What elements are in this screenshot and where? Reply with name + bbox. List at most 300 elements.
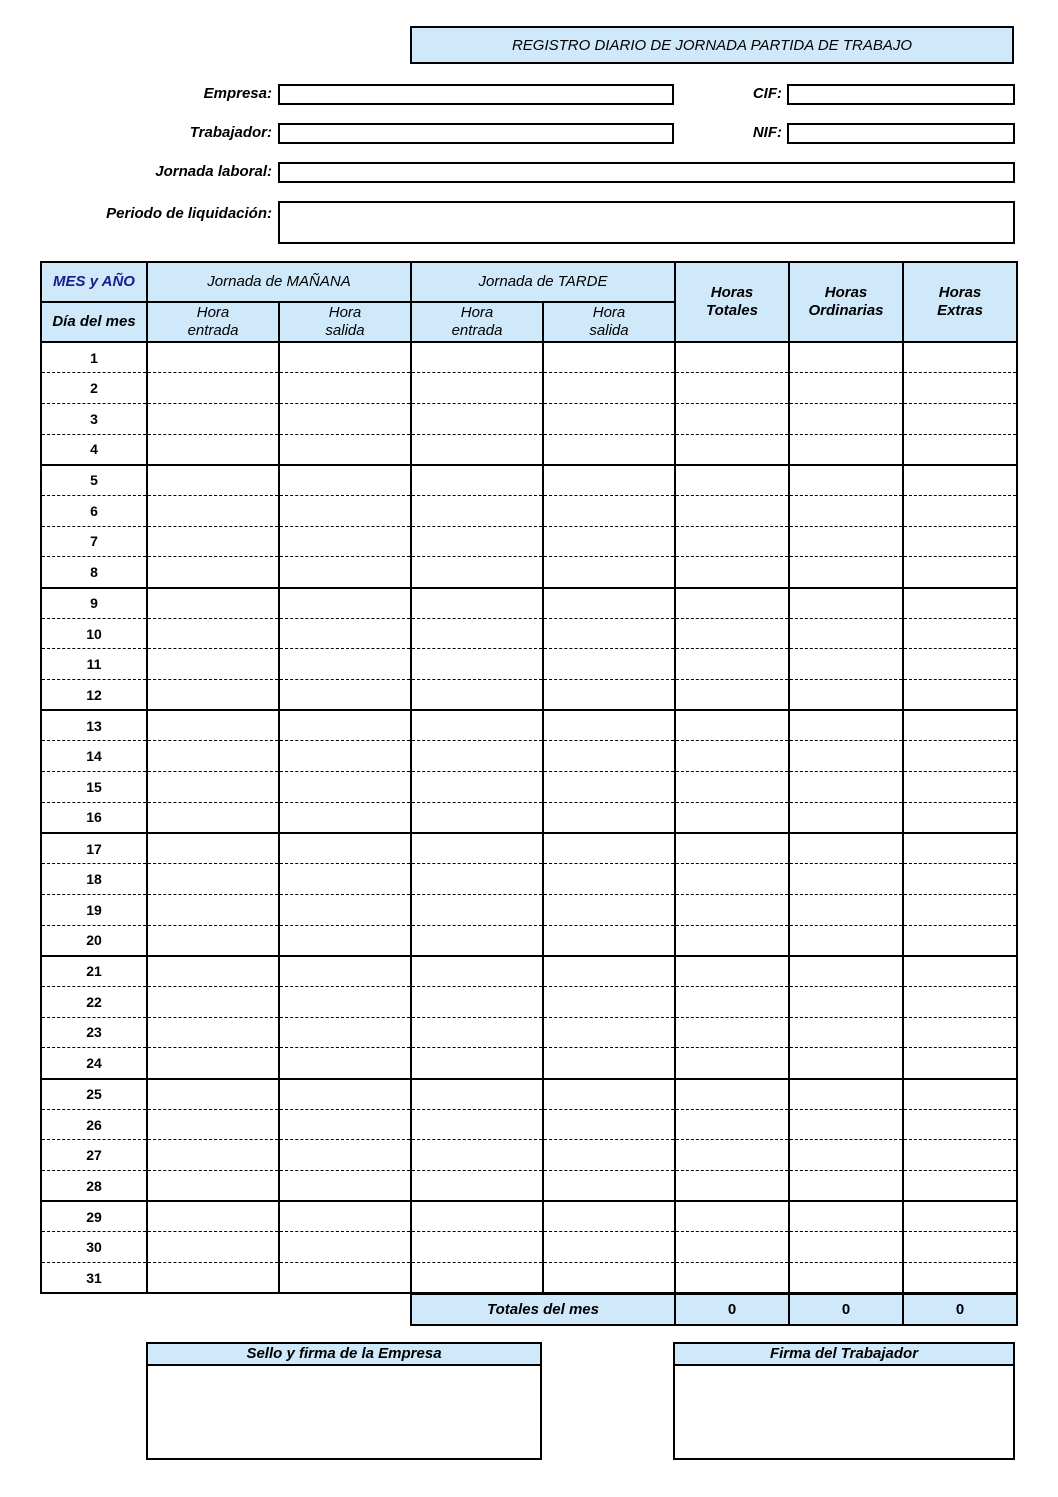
horas-totales-cell[interactable] (675, 1263, 789, 1294)
tarde-salida-cell[interactable] (543, 649, 675, 680)
manana-entrada-cell[interactable] (147, 526, 279, 557)
manana-entrada-cell[interactable] (147, 1079, 279, 1110)
table-row (41, 1109, 1017, 1140)
day-number: 22 (41, 986, 147, 1017)
manana-salida-cell[interactable] (279, 1017, 411, 1048)
horas-totales-cell[interactable] (675, 680, 789, 711)
tarde-salida-cell[interactable] (543, 894, 675, 925)
horas-totales-cell[interactable] (675, 465, 789, 496)
tarde-salida-cell[interactable] (543, 403, 675, 434)
tarde-entrada-cell[interactable] (411, 1109, 543, 1140)
manana-entrada-cell[interactable] (147, 710, 279, 741)
day-number: 24 (41, 1048, 147, 1079)
tarde-entrada-cell[interactable] (411, 495, 543, 526)
horas-extras-cell[interactable] (903, 649, 1017, 680)
manana-salida-cell[interactable] (279, 618, 411, 649)
tarde-salida-cell[interactable] (543, 1263, 675, 1294)
manana-salida-cell[interactable] (279, 1263, 411, 1294)
manana-salida-cell[interactable] (279, 465, 411, 496)
horas-ordinarias-cell[interactable] (789, 1017, 903, 1048)
horas-ordinarias-cell[interactable] (789, 526, 903, 557)
day-number: 26 (41, 1109, 147, 1140)
day-number: 13 (41, 710, 147, 741)
manana-header: Jornada de MAÑANA (147, 262, 411, 302)
manana-salida-cell[interactable] (279, 1079, 411, 1110)
jornada-label: Jornada laboral: (155, 163, 272, 180)
table-row (41, 649, 1017, 680)
manana-salida-cell[interactable] (279, 1140, 411, 1171)
manana-entrada-cell[interactable] (147, 1232, 279, 1263)
horas-ordinarias-cell[interactable] (789, 403, 903, 434)
tarde-salida-cell[interactable] (543, 1109, 675, 1140)
horas-extras-cell[interactable] (903, 710, 1017, 741)
tarde-salida-cell[interactable] (543, 434, 675, 465)
table-row (41, 1171, 1017, 1202)
tarde-entrada-cell[interactable] (411, 1048, 543, 1079)
tarde-salida-cell[interactable] (543, 864, 675, 895)
horas-totales-cell[interactable] (675, 588, 789, 619)
horas-extras-cell[interactable] (903, 986, 1017, 1017)
day-number: 28 (41, 1171, 147, 1202)
tarde-entrada-cell[interactable] (411, 986, 543, 1017)
horas-ordinarias-cell[interactable] (789, 1109, 903, 1140)
day-number: 23 (41, 1017, 147, 1048)
table-row (41, 802, 1017, 833)
table-row (41, 1079, 1017, 1110)
horas-extras-cell[interactable] (903, 403, 1017, 434)
tarde-entrada-l2: entrada (451, 322, 503, 339)
day-number: 7 (41, 526, 147, 557)
tarde-entrada-cell[interactable] (411, 1017, 543, 1048)
tarde-salida-cell[interactable] (543, 925, 675, 956)
tarde-entrada-cell[interactable] (411, 680, 543, 711)
tarde-salida-cell[interactable] (543, 495, 675, 526)
manana-entrada-cell[interactable] (147, 434, 279, 465)
tarde-salida-cell[interactable] (543, 557, 675, 588)
tarde-entrada-cell[interactable] (411, 342, 543, 373)
horas-extras-cell[interactable] (903, 526, 1017, 557)
horas-extras-cell[interactable] (903, 1048, 1017, 1079)
day-number: 10 (41, 618, 147, 649)
manana-salida-cell[interactable] (279, 925, 411, 956)
manana-salida-cell[interactable] (279, 342, 411, 373)
tarde-salida-l2: salida (589, 322, 629, 339)
tarde-entrada-cell[interactable] (411, 465, 543, 496)
tarde-salida-cell[interactable] (543, 1048, 675, 1079)
horas-totales-cell[interactable] (675, 557, 789, 588)
tarde-salida-cell[interactable] (543, 618, 675, 649)
manana-entrada-cell[interactable] (147, 1201, 279, 1232)
horas-ordinarias-cell[interactable] (789, 465, 903, 496)
manana-salida-cell[interactable] (279, 864, 411, 895)
tarde-entrada-cell[interactable] (411, 557, 543, 588)
horas-totales-cell[interactable] (675, 618, 789, 649)
manana-salida-cell[interactable] (279, 986, 411, 1017)
horas-ordinarias-cell[interactable] (789, 1201, 903, 1232)
tarde-salida-cell[interactable] (543, 1140, 675, 1171)
manana-entrada-cell[interactable] (147, 1017, 279, 1048)
day-number: 21 (41, 956, 147, 987)
horas-ordinarias-cell[interactable] (789, 373, 903, 404)
horas-extras-cell[interactable] (903, 495, 1017, 526)
horas-totales-l1: Horas (710, 284, 754, 301)
horas-totales-l2: Totales (706, 302, 758, 319)
manana-entrada-cell[interactable] (147, 925, 279, 956)
horas-totales-cell[interactable] (675, 1140, 789, 1171)
horas-totales-cell[interactable] (675, 864, 789, 895)
firma-trabajador-title: Firma del Trabajador (675, 1344, 1013, 1366)
tarde-entrada-cell[interactable] (411, 741, 543, 772)
horas-totales-cell[interactable] (675, 925, 789, 956)
manana-salida-cell[interactable] (279, 1171, 411, 1202)
manana-salida-cell[interactable] (279, 1232, 411, 1263)
manana-entrada-cell[interactable] (147, 1048, 279, 1079)
horas-ordinarias-cell[interactable] (789, 894, 903, 925)
table-row (41, 956, 1017, 987)
horas-extras-cell[interactable] (903, 1140, 1017, 1171)
horas-extras-cell[interactable] (903, 342, 1017, 373)
tarde-salida-cell[interactable] (543, 342, 675, 373)
manana-entrada-cell[interactable] (147, 1263, 279, 1294)
horas-totales-cell[interactable] (675, 741, 789, 772)
manana-entrada-cell[interactable] (147, 1109, 279, 1140)
horas-extras-cell[interactable] (903, 373, 1017, 404)
tarde-salida-cell[interactable] (543, 1171, 675, 1202)
manana-salida-cell[interactable] (279, 434, 411, 465)
manana-entrada-cell[interactable] (147, 956, 279, 987)
manana-entrada-cell[interactable] (147, 618, 279, 649)
tarde-salida-cell[interactable] (543, 986, 675, 1017)
horas-ordinarias-cell[interactable] (789, 1140, 903, 1171)
day-number: 18 (41, 864, 147, 895)
horas-ordinarias-cell[interactable] (789, 741, 903, 772)
horas-ordinarias-l2: Ordinarias (808, 302, 884, 319)
tarde-salida-cell[interactable] (543, 1201, 675, 1232)
horas-extras-cell[interactable] (903, 1079, 1017, 1110)
horas-extras-cell[interactable] (903, 894, 1017, 925)
horas-totales-cell[interactable] (675, 526, 789, 557)
horas-extras-cell[interactable] (903, 618, 1017, 649)
manana-entrada-l1: Hora (196, 304, 230, 321)
horas-totales-cell[interactable] (675, 833, 789, 864)
tarde-salida-cell[interactable] (543, 772, 675, 803)
tarde-salida-cell[interactable] (543, 710, 675, 741)
manana-salida-cell[interactable] (279, 1201, 411, 1232)
total-horas-ordinarias: 0 (789, 1294, 903, 1325)
day-number: 14 (41, 741, 147, 772)
manana-salida-cell[interactable] (279, 802, 411, 833)
horas-extras-cell[interactable] (903, 864, 1017, 895)
manana-entrada-cell[interactable] (147, 588, 279, 619)
horas-ordinarias-cell[interactable] (789, 649, 903, 680)
horas-ordinarias-cell[interactable] (789, 680, 903, 711)
manana-salida-cell[interactable] (279, 833, 411, 864)
horas-extras-cell[interactable] (903, 1017, 1017, 1048)
horas-totales-cell[interactable] (675, 403, 789, 434)
periodo-label: Periodo de liquidación: (106, 205, 272, 222)
table-row (41, 864, 1017, 895)
empresa-label: Empresa: (203, 85, 272, 102)
manana-salida-cell[interactable] (279, 894, 411, 925)
horas-extras-cell[interactable] (903, 925, 1017, 956)
tarde-entrada-cell[interactable] (411, 403, 543, 434)
tarde-entrada-cell[interactable] (411, 925, 543, 956)
table-row (41, 986, 1017, 1017)
tarde-entrada-header (411, 302, 543, 342)
tarde-salida-cell[interactable] (543, 741, 675, 772)
horas-ordinarias-cell[interactable] (789, 772, 903, 803)
mes-anio-header: MES y AÑO (41, 262, 147, 302)
tarde-entrada-cell[interactable] (411, 1140, 543, 1171)
table-row (41, 588, 1017, 619)
cif-label: CIF: (752, 85, 782, 102)
manana-salida-cell[interactable] (279, 495, 411, 526)
table-row (41, 833, 1017, 864)
table-row (41, 526, 1017, 557)
manana-entrada-cell[interactable] (147, 1140, 279, 1171)
manana-entrada-cell[interactable] (147, 772, 279, 803)
horas-ordinarias-cell[interactable] (789, 588, 903, 619)
document-title (410, 26, 1014, 64)
manana-entrada-cell[interactable] (147, 864, 279, 895)
day-number: 6 (41, 495, 147, 526)
tarde-entrada-cell[interactable] (411, 434, 543, 465)
tarde-salida-cell[interactable] (543, 1017, 675, 1048)
horas-extras-cell[interactable] (903, 741, 1017, 772)
horas-ordinarias-cell[interactable] (789, 1048, 903, 1079)
horas-totales-cell[interactable] (675, 1232, 789, 1263)
tarde-entrada-cell[interactable] (411, 588, 543, 619)
tarde-salida-cell[interactable] (543, 526, 675, 557)
day-number: 30 (41, 1232, 147, 1263)
day-number: 27 (41, 1140, 147, 1171)
manana-salida-cell[interactable] (279, 1048, 411, 1079)
tarde-entrada-cell[interactable] (411, 1232, 543, 1263)
manana-entrada-cell[interactable] (147, 557, 279, 588)
horas-ordinarias-l1: Horas (824, 284, 868, 301)
horas-totales-cell[interactable] (675, 802, 789, 833)
tarde-entrada-cell[interactable] (411, 833, 543, 864)
tarde-entrada-cell[interactable] (411, 710, 543, 741)
horas-extras-cell[interactable] (903, 956, 1017, 987)
table-row (41, 495, 1017, 526)
horas-extras-cell[interactable] (903, 465, 1017, 496)
horas-extras-cell[interactable] (903, 772, 1017, 803)
horas-ordinarias-cell[interactable] (789, 710, 903, 741)
tarde-entrada-cell[interactable] (411, 1263, 543, 1294)
manana-entrada-cell[interactable] (147, 986, 279, 1017)
table-row (41, 710, 1017, 741)
manana-entrada-cell[interactable] (147, 649, 279, 680)
manana-salida-cell[interactable] (279, 710, 411, 741)
manana-entrada-header (147, 302, 279, 342)
manana-entrada-cell[interactable] (147, 1171, 279, 1202)
table-row (41, 680, 1017, 711)
periodo-field[interactable] (278, 201, 1015, 244)
horas-totales-cell[interactable] (675, 894, 789, 925)
tarde-salida-cell[interactable] (543, 588, 675, 619)
manana-entrada-cell[interactable] (147, 741, 279, 772)
manana-salida-cell[interactable] (279, 526, 411, 557)
manana-salida-cell[interactable] (279, 649, 411, 680)
jornada-table (40, 261, 1018, 1294)
horas-totales-cell[interactable] (675, 710, 789, 741)
manana-salida-cell[interactable] (279, 403, 411, 434)
tarde-entrada-cell[interactable] (411, 894, 543, 925)
horas-ordinarias-cell[interactable] (789, 1263, 903, 1294)
horas-ordinarias-cell[interactable] (789, 434, 903, 465)
day-number: 15 (41, 772, 147, 803)
table-row (41, 1263, 1017, 1294)
day-number: 12 (41, 680, 147, 711)
table-row (41, 434, 1017, 465)
manana-salida-cell[interactable] (279, 680, 411, 711)
horas-ordinarias-cell[interactable] (789, 342, 903, 373)
horas-totales-cell[interactable] (675, 649, 789, 680)
manana-salida-cell[interactable] (279, 772, 411, 803)
horas-ordinarias-cell[interactable] (789, 1232, 903, 1263)
manana-salida-cell[interactable] (279, 1109, 411, 1140)
manana-salida-cell[interactable] (279, 373, 411, 404)
tarde-salida-cell[interactable] (543, 802, 675, 833)
day-number: 29 (41, 1201, 147, 1232)
horas-totales-cell[interactable] (675, 434, 789, 465)
firma-empresa-box[interactable] (146, 1342, 542, 1460)
horas-extras-cell[interactable] (903, 1232, 1017, 1263)
manana-salida-cell[interactable] (279, 557, 411, 588)
horas-ordinarias-cell[interactable] (789, 925, 903, 956)
manana-entrada-cell[interactable] (147, 802, 279, 833)
horas-ordinarias-cell[interactable] (789, 956, 903, 987)
manana-salida-cell[interactable] (279, 956, 411, 987)
horas-totales-cell[interactable] (675, 1079, 789, 1110)
horas-ordinarias-cell[interactable] (789, 618, 903, 649)
horas-totales-cell[interactable] (675, 495, 789, 526)
horas-totales-cell[interactable] (675, 986, 789, 1017)
horas-ordinarias-cell[interactable] (789, 864, 903, 895)
horas-extras-cell[interactable] (903, 1171, 1017, 1202)
tarde-salida-cell[interactable] (543, 1079, 675, 1110)
tarde-salida-cell[interactable] (543, 833, 675, 864)
horas-extras-cell[interactable] (903, 1263, 1017, 1294)
table-row (41, 1048, 1017, 1079)
horas-extras-cell[interactable] (903, 434, 1017, 465)
tarde-salida-cell[interactable] (543, 373, 675, 404)
total-horas-totales: 0 (675, 1294, 789, 1325)
table-row (41, 1140, 1017, 1171)
tarde-entrada-cell[interactable] (411, 1171, 543, 1202)
manana-salida-l2: salida (325, 322, 365, 339)
horas-ordinarias-cell[interactable] (789, 986, 903, 1017)
table-row (41, 925, 1017, 956)
total-horas-extras: 0 (903, 1294, 1017, 1325)
manana-entrada-cell[interactable] (147, 894, 279, 925)
table-row (41, 618, 1017, 649)
horas-totales-cell[interactable] (675, 1171, 789, 1202)
tarde-entrada-cell[interactable] (411, 526, 543, 557)
trabajador-field[interactable] (278, 123, 674, 144)
horas-ordinarias-cell[interactable] (789, 1171, 903, 1202)
horas-extras-cell[interactable] (903, 1109, 1017, 1140)
day-number: 31 (41, 1263, 147, 1294)
horas-ordinarias-cell[interactable] (789, 1079, 903, 1110)
horas-extras-cell[interactable] (903, 588, 1017, 619)
empresa-field[interactable] (278, 84, 674, 105)
horas-ordinarias-cell[interactable] (789, 833, 903, 864)
horas-extras-cell[interactable] (903, 557, 1017, 588)
day-number: 11 (41, 649, 147, 680)
manana-entrada-cell[interactable] (147, 373, 279, 404)
tarde-entrada-cell[interactable] (411, 373, 543, 404)
horas-totales-cell[interactable] (675, 1201, 789, 1232)
tarde-entrada-cell[interactable] (411, 1201, 543, 1232)
horas-totales-cell[interactable] (675, 342, 789, 373)
manana-entrada-l2: entrada (187, 322, 239, 339)
firma-trabajador-box[interactable] (673, 1342, 1015, 1460)
horas-extras-cell[interactable] (903, 833, 1017, 864)
horas-totales-header (675, 262, 789, 342)
table-row (41, 557, 1017, 588)
day-number: 3 (41, 403, 147, 434)
tarde-entrada-cell[interactable] (411, 772, 543, 803)
horas-extras-cell[interactable] (903, 1201, 1017, 1232)
jornada-field[interactable] (278, 162, 1015, 183)
horas-extras-cell[interactable] (903, 802, 1017, 833)
nif-label: NIF: (752, 124, 782, 141)
tarde-entrada-cell[interactable] (411, 649, 543, 680)
manana-entrada-cell[interactable] (147, 495, 279, 526)
horas-totales-cell[interactable] (675, 1048, 789, 1079)
horas-extras-l2: Extras (937, 302, 983, 319)
document-title-text: REGISTRO DIARIO DE JORNADA PARTIDA DE TRABAJO (511, 36, 913, 54)
manana-entrada-cell[interactable] (147, 342, 279, 373)
manana-entrada-cell[interactable] (147, 833, 279, 864)
tarde-entrada-cell[interactable] (411, 802, 543, 833)
day-number: 19 (41, 894, 147, 925)
horas-ordinarias-cell[interactable] (789, 557, 903, 588)
tarde-salida-cell[interactable] (543, 956, 675, 987)
nif-field[interactable] (787, 123, 1015, 144)
tarde-entrada-cell[interactable] (411, 864, 543, 895)
tarde-salida-cell[interactable] (543, 1232, 675, 1263)
tarde-salida-cell[interactable] (543, 465, 675, 496)
tarde-entrada-cell[interactable] (411, 1079, 543, 1110)
manana-salida-cell[interactable] (279, 588, 411, 619)
tarde-salida-l1: Hora (592, 304, 626, 321)
table-row (41, 373, 1017, 404)
manana-salida-cell[interactable] (279, 741, 411, 772)
horas-totales-cell[interactable] (675, 373, 789, 404)
manana-entrada-cell[interactable] (147, 403, 279, 434)
dia-mes-header: Día del mes (41, 302, 147, 342)
horas-ordinarias-cell[interactable] (789, 802, 903, 833)
horas-totales-cell[interactable] (675, 1109, 789, 1140)
horas-totales-cell[interactable] (675, 772, 789, 803)
horas-totales-cell[interactable] (675, 1017, 789, 1048)
manana-entrada-cell[interactable] (147, 465, 279, 496)
horas-totales-cell[interactable] (675, 956, 789, 987)
cif-field[interactable] (787, 84, 1015, 105)
horas-ordinarias-cell[interactable] (789, 495, 903, 526)
table-row (41, 465, 1017, 496)
day-number: 25 (41, 1079, 147, 1110)
tarde-entrada-cell[interactable] (411, 618, 543, 649)
table-row (41, 403, 1017, 434)
tarde-salida-cell[interactable] (543, 680, 675, 711)
manana-entrada-cell[interactable] (147, 680, 279, 711)
tarde-entrada-cell[interactable] (411, 956, 543, 987)
horas-extras-cell[interactable] (903, 680, 1017, 711)
